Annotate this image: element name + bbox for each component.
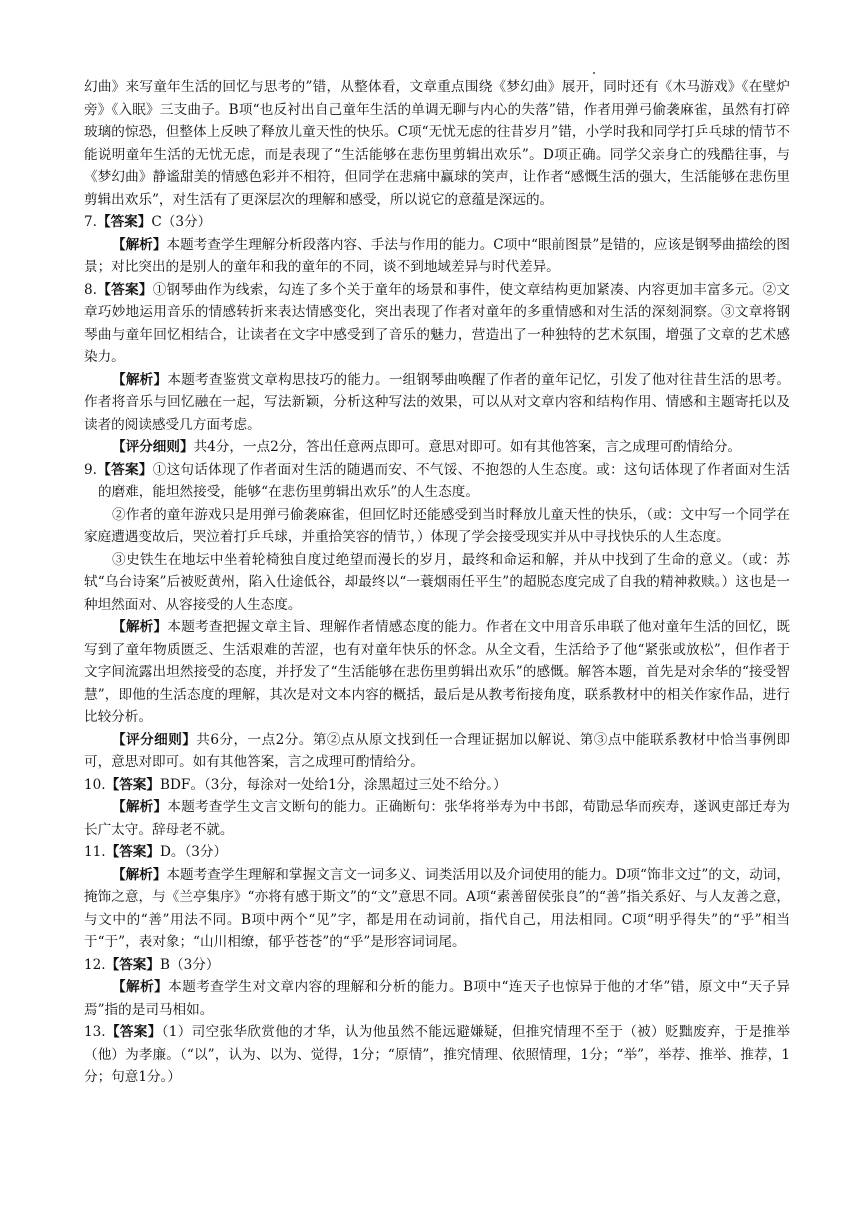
q9-answer <box>84 459 790 504</box>
paragraph-text: ①这句话体现了作者面对生活的随遇而安、不气馁、不抱怨的人生态度。或：这句话体现了作者面对生活的磨难，能坦然接受，能够“在悲伤里剪辑出欢乐”的人生态度。 <box>98 461 791 500</box>
paragraph-text: ②作者的童年游戏只是用弹弓偷袭麻雀，但回忆时还能感受到当时释放儿童天性的快乐，（或：文中写一个同学在家庭遭遇变故后，哭泣着打乒乓球，并重拾笑容的情节，）体现了学会接受现实并从中寻找快乐的人生态度。 <box>84 506 790 545</box>
paragraph-text: D。（3分） <box>160 844 228 860</box>
paragraph-text: 本题考查把握文章主旨、理解作者情感态度的能力。作者在文中用音乐串联了他对童年生活的回忆，既写到了童年物质匮乏、生活艰难的苦涩，也有对童年快乐的怀念。从全文看，生活给予了他“紧张或放松”，但作者于文字间流露出坦然接受的态度，并抒发了“生活能够在悲伤里剪辑出欢乐”的感慨。解答本题，首先是对余华的“接受智慧”，即他的生活态度的理解，其次是对文本内容的概括，最后是从教考衔接角度，联系教材中的相关作家作品，进行比较分析。 <box>84 619 791 725</box>
section-tag: 【答案】 <box>105 956 160 973</box>
section-tag: 【解析】 <box>112 236 167 253</box>
section-tag: 【解析】 <box>112 979 169 995</box>
q7-analysis <box>84 234 790 279</box>
section-tag: 【答案】 <box>105 844 160 860</box>
question-number: 9. <box>84 461 97 478</box>
paragraph-text: （1）司空张华欣赏他的才华，认为他虽然不能远避嫌疑，但推究情理不至于（被）贬黜废弃，于是推举（他）为孝廉。（“以”，认为、以为、觉得，1分；“原情”，推究情理、依照情理，1分；“举”，举荐、推举、推荐，1分；句意1分。） <box>84 1024 791 1085</box>
question-number: 8. <box>84 281 97 298</box>
paragraph-text: BDF。（3分，每涂对一处给1分，涂黑超过三处不给分。） <box>160 776 507 793</box>
paragraph-text: ①钢琴曲作为线索，勾连了多个关于童年的场景和事件，使文章结构更加紧凑、内容更加丰富多元。②文章巧妙地运用音乐的情感转折来表达情感变化，突出表现了作者对童年的多重情感和对生活的深刻洞察。③文章将钢琴曲与童年回忆相结合，让读者在文字中感受到了音乐的魅力，营造出了一种独特的艺术氛围，增强了文章的艺术感染力。 <box>84 281 791 365</box>
section-tag: 【解析】 <box>112 799 168 815</box>
q10-answer <box>84 774 790 797</box>
section-tag: 【答案】 <box>105 1024 162 1040</box>
section-tag: 【答案】 <box>96 214 152 230</box>
question-number: 11. <box>84 844 106 860</box>
q12-answer <box>84 954 790 977</box>
q8-answer <box>84 279 790 369</box>
q12-analysis <box>84 976 790 1021</box>
section-tag: 【解析】 <box>112 866 167 883</box>
paragraph-text: C（3分） <box>151 214 212 230</box>
paragraph-text: 本题考查学生对文章内容的理解和分析的能力。B项中“连天子也惊异于他的才华”错，原文中“天子异焉”指的是司马相如。 <box>84 979 791 1018</box>
paragraph-text: 本题考查学生理解分析段落内容、手法与作用的能力。C项中“眼前图景”是错的，应该是钢琴曲描绘的图景；对比突出的是别人的童年和我的童年的不同，谈不到地域差异与时代差异。 <box>84 236 791 275</box>
answer-key-content <box>84 76 790 1089</box>
section-tag: 【解析】 <box>112 619 168 635</box>
question-number: 7. <box>84 214 97 230</box>
paragraph-text: 本题考查学生理解和掌握文言文一词多义、词类活用以及介词使用的能力。D项“饰非文过”的文，动词，掩饰之意，与《兰亭集序》“亦将有感于斯文”的“文”意思不同。A项“素善留侯张良”的“善”指关系好、与人友善之意，与文中的“善”用法不同。B项中两个“见”字，都是用在动词前，指代自己，用法相同。C项“明乎得失”的“乎”相当于“于”，表对象；“山川相缭，郁乎苍苍”的“乎”是形容词词尾。 <box>84 866 791 950</box>
q9-scoring <box>84 729 790 774</box>
paragraph-text: 本题考查学生文言文断句的能力。正确断句：张华将举寿为中书郎，荀勖忌华而疾寿，遂讽吏部迁寿为长广太守。辞母老不就。 <box>84 799 791 838</box>
q8-scoring <box>84 436 790 459</box>
q9-point2 <box>84 504 790 549</box>
q13-answer <box>84 1021 790 1089</box>
question-number: 13. <box>84 1024 106 1040</box>
section-tag: 【答案】 <box>96 461 153 478</box>
paragraph-text: 共4分，一点2分，答出任意两点即可。意思对即可。如有其他答案，言之成理可酌情给分。 <box>193 439 742 455</box>
q7-answer <box>84 211 790 234</box>
question-number: 12. <box>84 956 106 973</box>
question-number: 10. <box>84 776 106 793</box>
paragraph-text: 本题考查鉴赏文章构思技巧的能力。一组钢琴曲唤醒了作者的童年记忆，引发了他对往昔生活的思考。作者将音乐与回忆融在一起，写法新颖，分析这种写法的效果，可以从对文章内容和结构作用、情感和主题寄托以及读者的阅读感受几方面考虑。 <box>84 371 791 433</box>
q9-point3 <box>84 549 790 617</box>
section-tag: 【解析】 <box>112 371 168 388</box>
p-cont <box>84 76 790 211</box>
paragraph-text: 共6分，一点2分。第②点从原文找到任一合理证据加以解说、第③点中能联系教材中恰当事例即可，意思对即可。如有其他答案，言之成理可酌情给分。 <box>84 731 791 770</box>
section-tag: 【评分细则】 <box>112 731 197 748</box>
section-tag: 【评分细则】 <box>112 439 194 455</box>
section-tag: 【答案】 <box>105 776 160 793</box>
q11-answer <box>84 841 790 864</box>
q9-analysis <box>84 616 790 729</box>
paragraph-text: 幻曲》来写童年生活的回忆与思考的”错，从整体看，文章重点围绕《梦幻曲》展开，同时还有《木马游戏》《在壁炉旁》《入眠》三支曲子。B项“也反衬出自己童年生活的单调无聊与内心的失落”错，作者用弹弓偷袭麻雀，虽然有打碎玻璃的惊恐，但整体上反映了释放儿童天性的快乐。C项“无忧无虑的往昔岁月”错，小学时我和同学打乒乓球的情节不能说明童年生活的无忧无虑，而是表现了“生活能够在悲伤里剪辑出欢乐”。D项正确。同学父亲身亡的残酷往事，与《梦幻曲》静谧甜美的情感色彩并不相符，但同学在悲痛中赢球的笑声，让作者“感慨生活的强大，生活能够在悲伤里剪辑出欢乐”，对生活有了更深层次的理解和感受，所以说它的意蕴是深远的。 <box>84 79 790 208</box>
scan-speck <box>593 72 595 74</box>
paragraph-text: ③史铁生在地坛中坐着轮椅独自度过绝望而漫长的岁月，最终和命运和解，并从中找到了生命的意义。（或：苏轼“乌台诗案”后被贬黄州，陷入仕途低谷，却最终以“一蓑烟雨任平生”的超脱态度完成了自我的精神救赎。）这也是一种坦然面对、从容接受的人生态度。 <box>84 551 790 613</box>
section-tag: 【答案】 <box>96 281 153 298</box>
q8-analysis <box>84 369 790 437</box>
paragraph-text: B（3分） <box>160 956 220 973</box>
q11-analysis <box>84 864 790 954</box>
q10-analysis <box>84 796 790 841</box>
